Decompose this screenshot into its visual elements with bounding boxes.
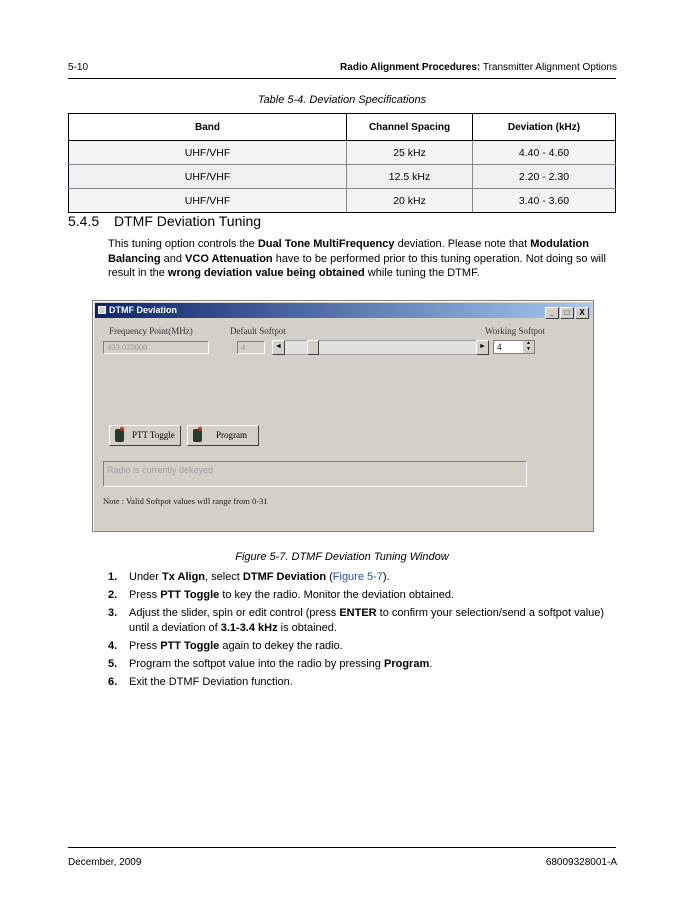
window-title: DTMF Deviation <box>109 305 178 315</box>
step-item <box>108 588 618 603</box>
text-run: Adjust the slider, spin or edit control (press <box>129 607 340 619</box>
default-softpot-label: Default Softpot <box>230 326 286 336</box>
column-header-channel-spacing: Channel Spacing <box>347 114 473 141</box>
program-button[interactable] <box>187 425 259 446</box>
intro-paragraph <box>108 237 618 281</box>
text-run: Press <box>129 639 161 652</box>
text-run: deviation. Please note that <box>394 238 531 250</box>
text-run: Program the softpot value into the radio by pressing <box>129 657 384 670</box>
window-titlebar[interactable] <box>95 303 591 318</box>
step-number: 1. <box>108 571 118 583</box>
ptt-toggle-button[interactable] <box>109 425 181 446</box>
text-run: . <box>429 657 433 670</box>
step-number: 5. <box>108 657 118 670</box>
text-run: and <box>160 252 186 265</box>
footer-date: December, 2009 <box>68 857 142 868</box>
deviation-spec-table <box>68 113 616 213</box>
section-heading <box>68 213 261 229</box>
ptt-toggle-label: PTT Toggle <box>132 430 175 440</box>
minimize-button[interactable]: _ <box>545 307 559 319</box>
table-cell: UHF/VHF <box>69 189 347 213</box>
step-number: 4. <box>108 639 118 652</box>
text-run: Exit the DTMF Deviation function. <box>129 675 293 688</box>
table-cell: 25 kHz <box>347 141 473 165</box>
procedure-steps <box>108 570 618 693</box>
bold-run: PTT Toggle <box>160 639 220 652</box>
step-number: 3. <box>108 607 118 619</box>
maximize-button[interactable]: □ <box>560 307 574 319</box>
spin-up-icon[interactable]: ▲ <box>523 341 534 347</box>
bold-run: Program <box>383 657 430 670</box>
app-icon <box>98 306 106 314</box>
slider-thumb[interactable] <box>307 340 319 355</box>
step-number: 2. <box>108 589 118 601</box>
frequency-point-field[interactable]: 403.025000 <box>103 341 209 354</box>
footer-doc-number: 68009328001-A <box>545 857 617 868</box>
running-header-section: Radio Alignment Procedures: <box>340 62 481 73</box>
radio-icon <box>193 429 202 442</box>
column-header-band: Band <box>69 114 347 141</box>
step-number: 6. <box>108 675 118 688</box>
default-softpot-field[interactable]: 4 <box>237 341 265 354</box>
text-run: again to dekey the radio. <box>219 639 343 652</box>
softpot-slider[interactable] <box>272 340 489 355</box>
table-cell: UHF/VHF <box>69 141 347 165</box>
table-caption: Table 5-4. Deviation Specifications <box>257 94 427 106</box>
dtmf-deviation-window <box>92 300 594 532</box>
softpot-range-note: Note : Valid Softpot values will range from 0-31 <box>103 496 268 506</box>
working-softpot-spinner[interactable] <box>493 340 535 354</box>
radio-icon <box>115 429 124 442</box>
spin-down-icon[interactable]: ▼ <box>523 347 534 353</box>
step-item <box>108 657 618 672</box>
working-softpot-value[interactable]: 4 <box>497 342 502 352</box>
figure-caption: Figure 5-7. DTMF Deviation Tuning Window <box>235 551 449 563</box>
step-item <box>108 675 618 690</box>
text-run: , select <box>205 571 243 583</box>
bold-run: ENTER <box>339 607 377 619</box>
table-cell: 2.20 - 2.30 <box>473 165 616 189</box>
step-item <box>108 606 618 635</box>
bold-run: wrong deviation value being obtained <box>167 267 365 279</box>
table-row <box>69 165 616 189</box>
footer-rule <box>68 847 616 848</box>
text-run: to key the radio. Monitor the deviation obtained. <box>219 589 455 601</box>
bold-run: VCO Attenuation <box>185 252 273 265</box>
table-cell: 4.40 - 4.60 <box>473 141 616 165</box>
running-header <box>340 62 617 73</box>
table-row <box>69 141 616 165</box>
text-run: to confirm your selection/send a softpot value) until a deviation of <box>129 607 605 634</box>
text-run: Press <box>129 589 161 601</box>
text-run: ( <box>326 571 333 583</box>
close-button[interactable]: X <box>575 307 589 319</box>
bold-run: DTMF Deviation <box>242 571 327 583</box>
bold-run: PTT Toggle <box>160 589 220 601</box>
bold-run: Tx Align <box>162 571 206 583</box>
program-label: Program <box>216 430 247 440</box>
table-header-row <box>69 114 616 141</box>
header-rule <box>68 78 616 79</box>
table-cell: 3.40 - 3.60 <box>473 189 616 213</box>
page-number: 5-10 <box>68 62 89 73</box>
slider-right-arrow-icon[interactable]: ► <box>476 340 489 355</box>
section-title: DTMF Deviation Tuning <box>114 213 262 229</box>
text-run: This tuning option controls the <box>108 238 258 250</box>
text-run: ). <box>382 571 390 583</box>
table-row <box>69 189 616 213</box>
text-run: have to be performed prior to this tuning operation. Not doing so will result in the <box>108 252 606 279</box>
table-cell: 20 kHz <box>347 189 473 213</box>
text-run: while tuning the DTMF. <box>364 267 480 279</box>
bold-run: 3.1-3.4 kHz <box>220 621 278 634</box>
working-softpot-label: Working Softpot <box>485 326 546 336</box>
step-item <box>108 570 618 585</box>
section-number: 5.4.5 <box>68 213 100 229</box>
column-header-deviation: Deviation (kHz) <box>473 114 616 141</box>
bold-run: Dual Tone MultiFrequency <box>257 238 395 250</box>
frequency-point-label: Frequency Point(MHz) <box>109 326 193 336</box>
status-box: Radio is currently dekeyed <box>103 461 527 487</box>
text-run: Under <box>129 571 163 583</box>
figure-link[interactable]: Figure 5-7 <box>332 571 383 583</box>
step-item <box>108 639 618 654</box>
text-run: is obtained. <box>277 621 337 634</box>
slider-left-arrow-icon[interactable]: ◄ <box>272 340 285 355</box>
bold-run: Modulation Balancing <box>108 238 589 265</box>
table-cell: 12.5 kHz <box>347 165 473 189</box>
table-cell: UHF/VHF <box>69 165 347 189</box>
running-header-subsection: Transmitter Alignment Options <box>480 62 617 73</box>
